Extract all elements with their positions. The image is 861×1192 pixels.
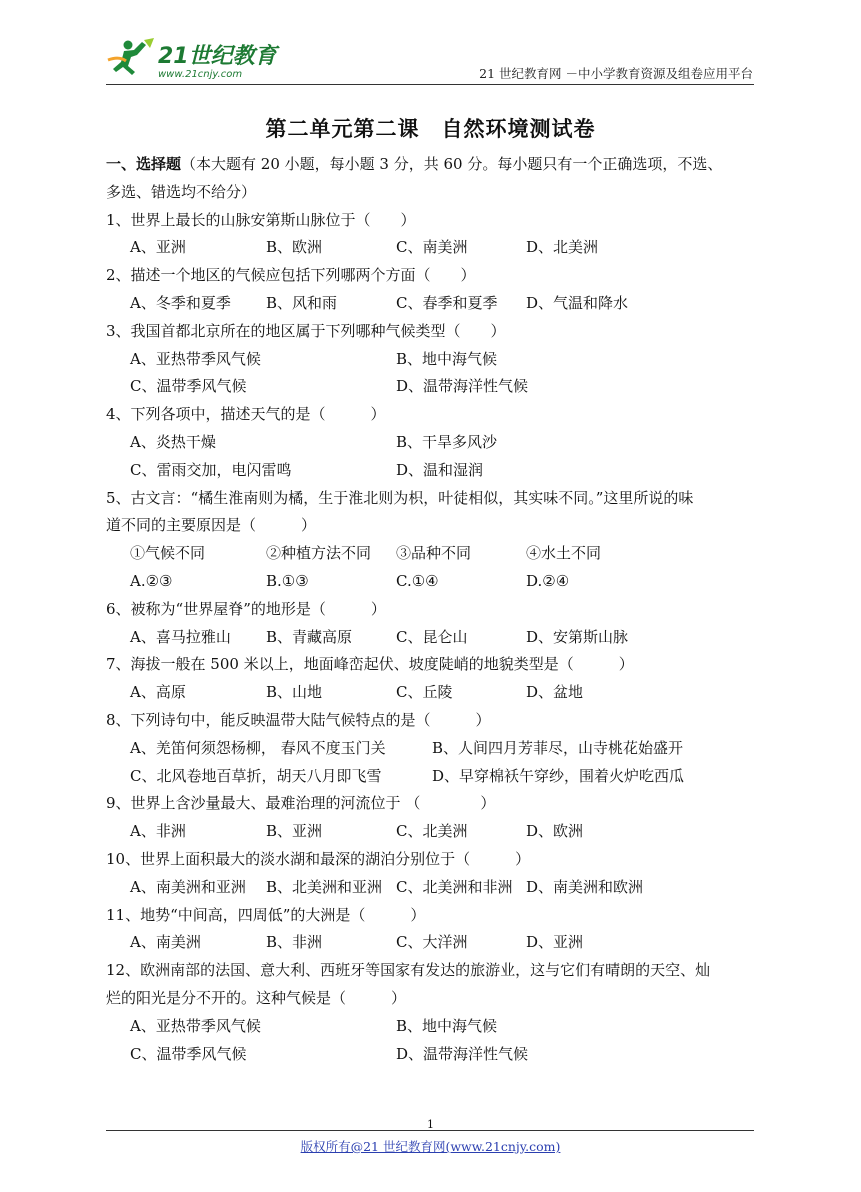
answer-option: B、地中海气候 — [396, 1016, 498, 1035]
options-row — [106, 763, 756, 791]
site-logo — [106, 36, 284, 82]
answer-option: A.②③ — [130, 571, 173, 590]
question-stem: 6、被称为“世界屋脊”的地形是（ ） — [106, 599, 386, 618]
answer-option: D、南美洲和欧洲 — [526, 877, 644, 896]
options-row — [106, 457, 756, 485]
header-divider — [106, 84, 754, 85]
question-stem-continued: 烂的阳光是分不开的。这种气候是（ ） — [106, 988, 407, 1007]
answer-option: A、高原 — [130, 683, 186, 702]
answer-option: B、风和雨 — [266, 293, 338, 312]
answer-option: ④水土不同 — [526, 544, 602, 563]
options-row — [106, 346, 756, 374]
options-row — [106, 818, 756, 846]
options-row — [106, 679, 756, 707]
section-heading — [106, 151, 756, 179]
answer-option: C、大洋洲 — [396, 933, 468, 952]
answer-option: D、温带海洋性气候 — [396, 377, 529, 396]
answer-option: C、昆仑山 — [396, 627, 468, 646]
answer-option: A、喜马拉雅山 — [130, 627, 231, 646]
options-row — [106, 929, 756, 957]
question-stem: 10、世界上面积最大的淡水湖和最深的湖泊分别位于（ ） — [106, 849, 531, 868]
answer-option: C、北风卷地百草折，胡天八月即飞雪 — [130, 766, 382, 785]
options-row — [106, 290, 756, 318]
answer-option: A、亚洲 — [130, 238, 186, 257]
options-row — [106, 234, 756, 262]
answer-option: C、北美洲 — [396, 822, 468, 841]
answer-option: ③品种不同 — [396, 544, 472, 563]
options-row — [106, 373, 756, 401]
options-row — [106, 1041, 756, 1069]
question-stem: 11、地势“中间高，四周低”的大洲是（ ） — [106, 905, 426, 924]
footer-divider — [106, 1130, 754, 1131]
answer-option: C.①④ — [396, 571, 439, 590]
answer-option: C、南美洲 — [396, 238, 468, 257]
answer-option: B、干旱多风沙 — [396, 432, 498, 451]
options-row — [106, 540, 756, 568]
section-instructions-continued: 多选、错选均不给分） — [106, 182, 257, 201]
answer-option: B、山地 — [266, 683, 323, 702]
answer-option: C、温带季风气候 — [130, 1044, 247, 1063]
question-stem: 9、世界上含沙量最大、最难治理的河流位于 （ ） — [106, 794, 496, 813]
answer-option: C、雷雨交加，电闪雷鸣 — [130, 460, 292, 479]
answer-option: A、亚热带季风气候 — [130, 349, 261, 368]
question-stem: 8、下列诗句中，能反映温带大陆气候特点的是（ ） — [106, 710, 491, 729]
page-number: 1 — [427, 1118, 434, 1131]
answer-option: D、温带海洋性气候 — [396, 1044, 529, 1063]
options-row — [106, 1013, 756, 1041]
answer-option: D、北美洲 — [526, 238, 599, 257]
question-stem: 4、下列各项中，描述天气的是（ ） — [106, 405, 386, 424]
copyright-link[interactable]: 版权所有@21 世纪教育网(www.21cnjy.com) — [300, 1139, 561, 1154]
answer-option: ①气候不同 — [130, 544, 206, 563]
answer-option: D、欧洲 — [526, 822, 584, 841]
answer-option: A、亚热带季风气候 — [130, 1016, 261, 1035]
answer-option: A、冬季和夏季 — [130, 293, 231, 312]
answer-option: B、亚洲 — [266, 822, 323, 841]
logo-text: 21世纪教育 — [158, 44, 277, 69]
answer-option: B、非洲 — [266, 933, 323, 952]
options-row — [106, 624, 756, 652]
page-title: 第二单元第二课 自然环境测试卷 — [265, 116, 596, 141]
question-stem-continued: 道不同的主要原因是（ ） — [106, 516, 317, 535]
answer-option: D、早穿棉袄午穿纱，围着火炉吃西瓜 — [432, 766, 685, 785]
header-tagline: 21 世纪教育网 －中小学教育资源及组卷应用平台 — [479, 66, 753, 81]
section-instructions: （本大题有 20 小题，每小题 3 分，共 60 分。每小题只有一个正确选项，不选、 — [181, 155, 723, 173]
options-row — [106, 568, 756, 596]
options-row — [106, 735, 756, 763]
question-stem: 1、世界上最长的山脉安第斯山脉位于（ ） — [106, 210, 416, 229]
answer-option: D、安第斯山脉 — [526, 627, 629, 646]
answer-option: B、人间四月芳菲尽，山寺桃花始盛开 — [432, 738, 684, 757]
answer-option: A、非洲 — [130, 822, 186, 841]
options-row — [106, 429, 756, 457]
answer-option: B、青藏高原 — [266, 627, 353, 646]
question-stem: 7、海拔一般在 500 米以上，地面峰峦起伏、坡度陡峭的地貌类型是（ ） — [106, 655, 634, 674]
section-label: 一、选择题 — [106, 155, 182, 173]
runner-icon — [108, 38, 154, 75]
answer-option: D、亚洲 — [526, 933, 584, 952]
answer-option: D、温和湿润 — [396, 460, 484, 479]
answer-option: C、丘陵 — [396, 683, 453, 702]
answer-option: B、地中海气候 — [396, 349, 498, 368]
question-stem: 3、我国首都北京所在的地区属于下列哪种气候类型（ ） — [106, 321, 506, 340]
answer-option: B.①③ — [266, 571, 309, 590]
answer-option: A、羌笛何须怨杨柳， 春风不度玉门关 — [130, 738, 386, 757]
question-stem: 5、古文言：“橘生淮南则为橘，生于淮北则为枳，叶徒相似，其实味不同。”这里所说的味 — [106, 488, 694, 507]
answer-option: A、炎热干燥 — [130, 432, 216, 451]
question-stem: 12、欧洲南部的法国、意大利、西班牙等国家有发达的旅游业，这与它们有晴朗的天空、灿 — [106, 961, 711, 980]
logo-url: www.21cnjy.com — [158, 69, 243, 80]
answer-option: D.②④ — [526, 571, 570, 590]
answer-option: C、春季和夏季 — [396, 293, 498, 312]
answer-option: C、北美洲和非洲 — [396, 877, 513, 896]
answer-option: A、南美洲 — [130, 933, 201, 952]
question-list — [106, 151, 756, 1068]
answer-option: B、北美洲和亚洲 — [266, 877, 383, 896]
options-row — [106, 874, 756, 902]
answer-option: C、温带季风气候 — [130, 377, 247, 396]
answer-option: D、盆地 — [526, 683, 584, 702]
question-stem: 2、描述一个地区的气候应包括下列哪两个方面（ ） — [106, 266, 476, 285]
answer-option: D、气温和降水 — [526, 293, 629, 312]
answer-option: B、欧洲 — [266, 238, 323, 257]
answer-option: ②种植方法不同 — [266, 544, 372, 563]
answer-option: A、南美洲和亚洲 — [130, 877, 246, 896]
